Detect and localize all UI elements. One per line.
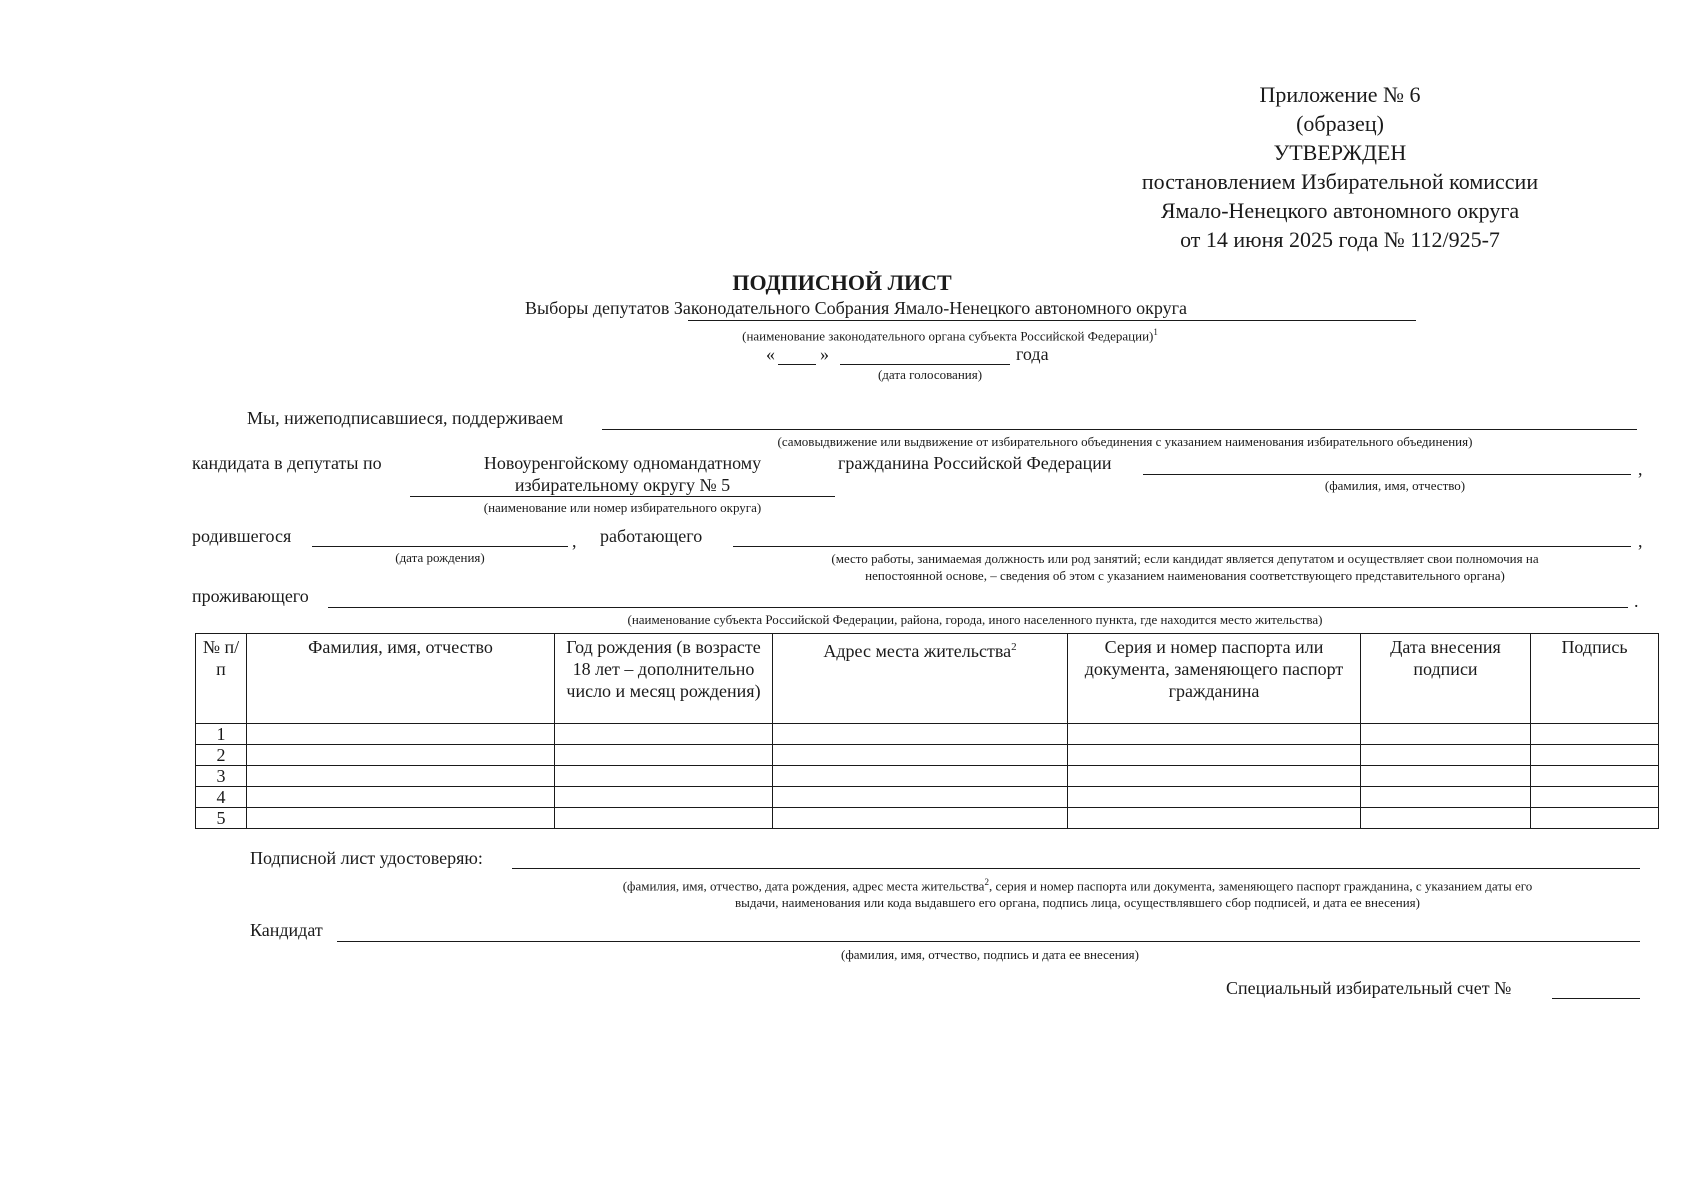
approved-label: УТВЕРЖДЕН (1273, 140, 1407, 165)
col-header-number: № п/п (196, 634, 247, 724)
cell-sign-date[interactable] (1361, 724, 1531, 745)
cell-signature[interactable] (1531, 745, 1659, 766)
row-number: 1 (196, 724, 247, 745)
table-header-row (196, 634, 1659, 724)
cell-sign-date[interactable] (1361, 808, 1531, 829)
account-label: Специальный избирательный счет № (1226, 978, 1512, 998)
cell-passport[interactable] (1068, 724, 1361, 745)
cell-signature[interactable] (1531, 766, 1659, 787)
row-number: 5 (196, 808, 247, 829)
sample-note: (образец) (1296, 111, 1384, 136)
district-caption: (наименование или номер избирательного округа) (483, 500, 762, 515)
col-header-address: Адрес места жительства$^2$ (773, 634, 1068, 724)
account-number-field[interactable] (1552, 998, 1640, 999)
support-field[interactable] (602, 429, 1637, 430)
district-line-2: избирательному округу № 5 (514, 475, 731, 495)
cell-birth-year[interactable] (555, 766, 773, 787)
resolution-line: постановлением Избирательной комиссии (1141, 169, 1539, 194)
table-row (196, 787, 1659, 808)
born-label: родившегося (192, 526, 292, 546)
date-year-word: года (1016, 344, 1049, 364)
working-caption: (место работы, занимаемая должность или род занятий; если кандидат является депутатом и осуществляет свои полномочия на непостоянной основе, – сведения об этом с указанием наименования соответствующего представительного органа) (831, 551, 1539, 583)
form-title: ПОДПИСНОЙ ЛИСТ (732, 270, 952, 295)
work-place-field[interactable] (733, 546, 1631, 547)
table-row (196, 745, 1659, 766)
cell-name[interactable] (247, 808, 555, 829)
cell-address[interactable] (773, 745, 1068, 766)
support-label: Мы, нижеподписавшиеся, поддерживаем (247, 408, 564, 428)
table-row (196, 724, 1659, 745)
candidate-signature-field[interactable] (337, 941, 1640, 942)
cell-address[interactable] (773, 724, 1068, 745)
support-caption: (самовыдвижение или выдвижение от избирательного объединения с указанием наименования избирательного объединения) (777, 434, 1473, 449)
citizen-label: гражданина Российской Федерации (838, 453, 1112, 473)
election-name: Выборы депутатов Законодательного Собрания Ямало-Ненецкого автономного округа (525, 298, 1188, 318)
citizen-caption: (фамилия, имя, отчество) (1324, 478, 1466, 493)
birth-date-field[interactable] (312, 546, 568, 547)
row-number: 2 (196, 745, 247, 766)
row-number: 3 (196, 766, 247, 787)
col-header-signature: Подпись (1531, 634, 1659, 724)
appendix-number: Приложение № 6 (1259, 82, 1421, 107)
living-period: . (1634, 591, 1639, 611)
approval-header (1080, 80, 1600, 254)
cell-address[interactable] (773, 787, 1068, 808)
resolution-date: от 14 июня 2025 года № 112/925-7 (1180, 227, 1500, 252)
cell-passport[interactable] (1068, 787, 1361, 808)
citizen-name-field[interactable] (1143, 474, 1631, 475)
cell-sign-date[interactable] (1361, 787, 1531, 808)
residence-field[interactable] (328, 607, 1628, 608)
col-header-sign-date: Дата внесения подписи (1361, 634, 1531, 724)
birth-date-caption: (дата рождения) (395, 550, 485, 565)
col-header-passport: Серия и номер паспорта или документа, заменяющего паспорт гражданина (1068, 634, 1361, 724)
born-comma: , (572, 531, 577, 551)
cell-name[interactable] (247, 724, 555, 745)
cell-passport[interactable] (1068, 766, 1361, 787)
cell-name[interactable] (247, 745, 555, 766)
cell-sign-date[interactable] (1361, 766, 1531, 787)
cell-passport[interactable] (1068, 745, 1361, 766)
cell-signature[interactable] (1531, 808, 1659, 829)
working-label: работающего (600, 526, 703, 546)
col-header-birth-year: Год рождения (в возрасте 18 лет – дополнительно число и месяц рождения) (555, 634, 773, 724)
col-header-name: Фамилия, имя, отчество (247, 634, 555, 724)
cell-name[interactable] (247, 766, 555, 787)
signature-table (195, 633, 1659, 829)
cell-sign-date[interactable] (1361, 745, 1531, 766)
district-underline (410, 496, 835, 497)
date-month-field[interactable] (840, 364, 1010, 365)
cell-birth-year[interactable] (555, 724, 773, 745)
table-row (196, 766, 1659, 787)
cell-address[interactable] (773, 808, 1068, 829)
certify-label: Подписной лист удостоверяю: (250, 848, 483, 868)
election-caption: (наименование законодательного органа субъекта Российской Федерации)$^1$ (742, 327, 1158, 344)
table-row (196, 808, 1659, 829)
certify-caption: (фамилия, имя, отчество, дата рождения, адрес места жительства$^2$, серия и номер паспорта или документа, заменяющего паспорт гражданина, с указанием даты его выдачи, наименования или кода выдавшего его органа, подпись лица, осуществлявшего сбор подписей, и дата ее внесения) (622, 877, 1533, 911)
district-line-1: Новоуренгойскому одномандатному (483, 453, 762, 473)
cell-signature[interactable] (1531, 724, 1659, 745)
living-label: проживающего (192, 586, 309, 606)
certify-field[interactable] (512, 868, 1640, 869)
cell-signature[interactable] (1531, 787, 1659, 808)
election-name-line (688, 320, 1416, 321)
cell-birth-year[interactable] (555, 808, 773, 829)
cell-birth-year[interactable] (555, 745, 773, 766)
row-number: 4 (196, 787, 247, 808)
candidate-label: кандидата в депутаты по (192, 453, 382, 473)
date-caption: (дата голосования) (877, 367, 983, 382)
cell-name[interactable] (247, 787, 555, 808)
cell-address[interactable] (773, 766, 1068, 787)
cell-birth-year[interactable] (555, 787, 773, 808)
citizen-comma: , (1638, 459, 1643, 479)
candidate-signature-label: Кандидат (250, 920, 323, 940)
district-field[interactable] (410, 452, 835, 496)
working-comma: , (1638, 531, 1643, 551)
region-line: Ямало-Ненецкого автономного округа (1160, 198, 1520, 223)
residence-caption: (наименование субъекта Российской Федерации, района, города, иного населенного пункта, где находится место жительства) (627, 612, 1323, 627)
date-day-field[interactable] (778, 364, 816, 365)
cell-passport[interactable] (1068, 808, 1361, 829)
candidate-signature-caption: (фамилия, имя, отчество, подпись и дата ее внесения) (840, 947, 1139, 962)
date-close-quote: » (820, 344, 829, 364)
date-open-quote: « (766, 344, 775, 364)
